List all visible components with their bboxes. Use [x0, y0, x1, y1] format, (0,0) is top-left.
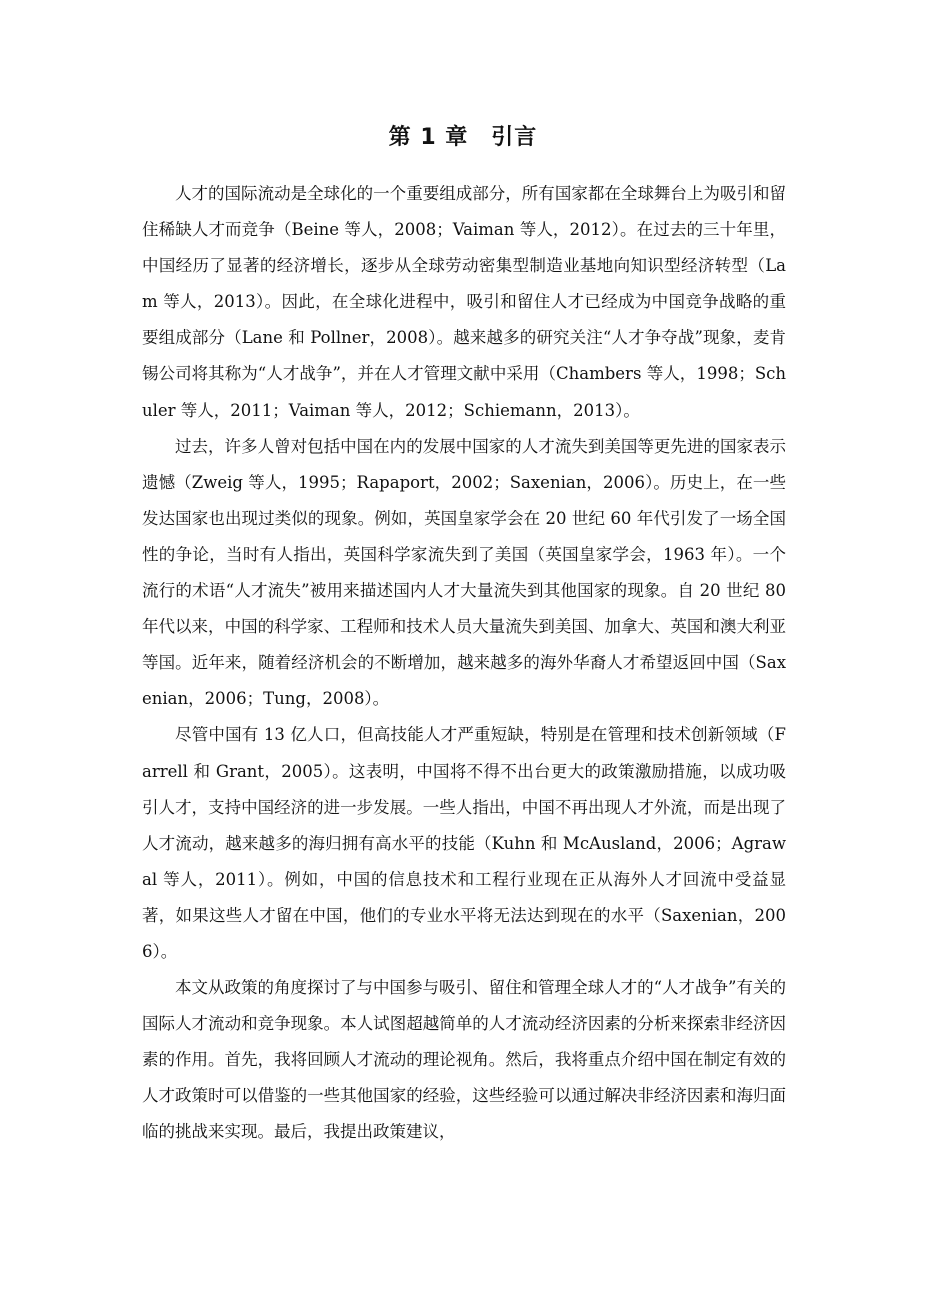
- paragraph-2: 过去，许多人曾对包括中国在内的发展中国家的人才流失到美国等更先进的国家表示遗憾（Zweig 等人，1995；Rapaport，2002；Saxenian，2006）。历史上，在一些发达国家也出现过类似的现象。例如，英国皇家学会在 20 世纪 60 年代引发了一场全国性的争论，当时有人指出，英国科学家流失到了美国（英国皇家学会，1963 年）。一个流行的术语“人才流失”被用来描述国内人才大量流失到其他国家的现象。自 20 世纪 80 年代以来，中国的科学家、工程师和技术人员大量流失到美国、加拿大、英国和澳大利亚等国。近年来，随着经济机会的不断增加，越来越多的海外华裔人才希望返回中国（Saxenian，2006；Tung，2008）。: [142, 436, 786, 709]
- paragraph-3: 尽管中国有 13 亿人口，但高技能人才严重短缺，特别是在管理和技术创新领域（Farrell 和 Grant，2005）。这表明，中国将不得不出台更大的政策激励措施，以成功吸引人才，支持中国经济的进一步发展。一些人指出，中国不再出现人才外流，而是出现了人才流动，越来越多的海归拥有高水平的技能（Kuhn 和 McAusland，2006；Agrawal 等人，2011）。例如，中国的信息技术和工程行业现在正从海外人才回流中受益显著，如果这些人才留在中国，他们的专业水平将无法达到现在的水平（Saxenian，2006）。: [142, 725, 786, 961]
- paragraph-4: 本文从政策的角度探讨了与中国参与吸引、留住和管理全球人才的“人才战争”有关的国际人才流动和竞争现象。本人试图超越简单的人才流动经济因素的分析来探索非经济因素的作用。首先，我将回顾人才流动的理论视角。然后，我将重点介绍中国在制定有效的人才政策时可以借鉴的一些其他国家的经验，这些经验可以通过解决非经济因素和海归面临的挑战来实现。最后，我提出政策建议，: [142, 978, 786, 1142]
- body-text: [142, 176, 786, 1151]
- chapter-title: 第 1 章 引言: [388, 125, 538, 150]
- paragraph-1: 人才的国际流动是全球化的一个重要组成部分，所有国家都在全球舞台上为吸引和留住稀缺人才而竞争（Beine 等人，2008；Vaiman 等人，2012）。在过去的三十年里，中国经历了显著的经济增长，逐步从全球劳动密集型制造业基地向知识型经济转型（Lam 等人，2013）。因此，在全球化进程中，吸引和留住人才已经成为中国竞争战略的重要组成部分（Lane 和 Pollner，2008）。越来越多的研究关注“人才争夺战”现象，麦肯锡公司将其称为“人才战争”，并在人才管理文献中采用（Chambers 等人，1998；Schuler 等人，2011；Vaiman 等人，2012；Schiemann，2013）。: [142, 184, 786, 420]
